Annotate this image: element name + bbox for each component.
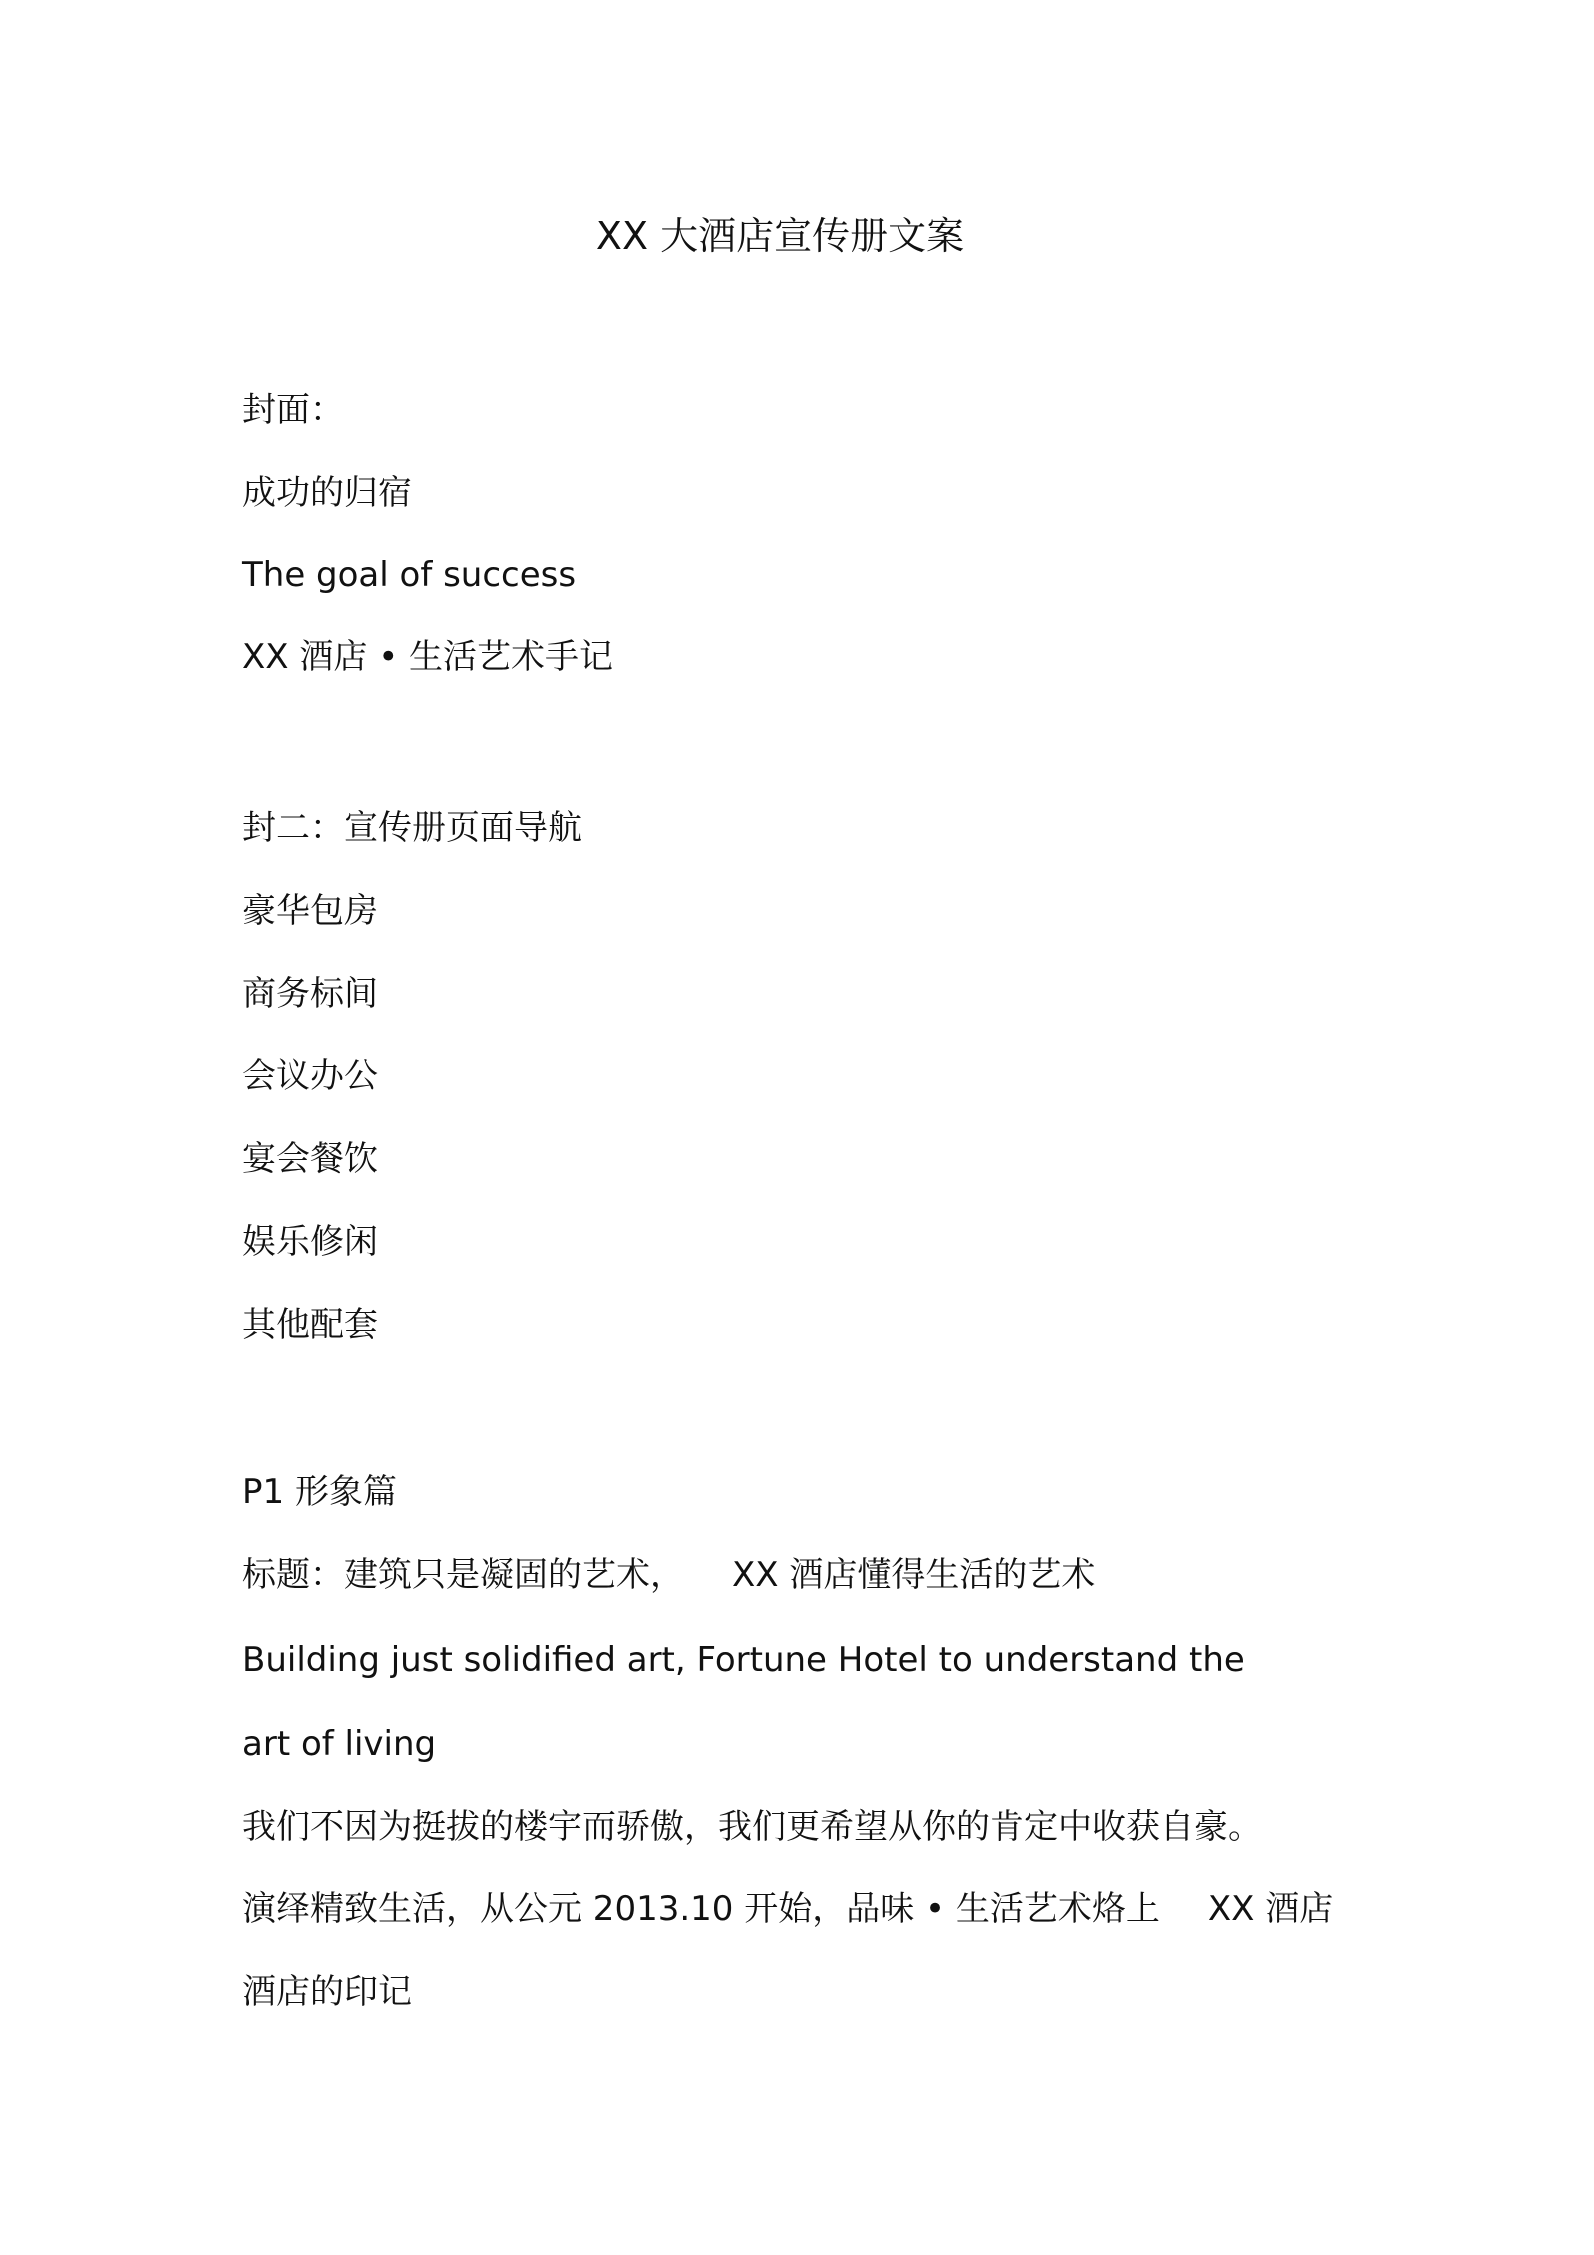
p1-headline-part2: XX 酒店懂得生活的艺术 bbox=[732, 1555, 1096, 1595]
p1-headline bbox=[242, 1555, 1095, 1595]
document-title: XX 大酒店宣传册文案 bbox=[595, 214, 965, 258]
nav-item: 娱乐修闲 bbox=[242, 1222, 378, 1262]
nav-item: 其他配套 bbox=[242, 1305, 378, 1345]
p1-heading: P1 形象篇 bbox=[242, 1472, 397, 1512]
p1-body-line2-part1: 演绎精致生活，从公元 2013.10 开始，品味 • 生活艺术烙上 bbox=[242, 1889, 1160, 1929]
p1-headline-part1: 标题：建筑只是凝固的艺术， bbox=[242, 1555, 684, 1595]
nav-item: 豪华包房 bbox=[242, 891, 378, 931]
inside-cover-heading: 封二：宣传册页面导航 bbox=[242, 808, 582, 848]
nav-item: 会议办公 bbox=[242, 1056, 378, 1096]
p1-english-line2: art of living bbox=[242, 1724, 437, 1764]
p1-body-line3: 酒店的印记 bbox=[242, 1972, 412, 2012]
nav-item: 商务标间 bbox=[242, 974, 378, 1014]
p1-body-line2-part2: XX 酒店 bbox=[1207, 1889, 1334, 1929]
cover-slogan-cn: 成功的归宿 bbox=[242, 473, 412, 513]
p1-body-line2 bbox=[242, 1889, 1333, 1929]
cover-slogan-en: The goal of success bbox=[242, 555, 577, 595]
nav-item: 宴会餐饮 bbox=[242, 1139, 378, 1179]
p1-english-line1: Building just solidified art, Fortune Hotel to understand the bbox=[242, 1640, 1245, 1680]
cover-brand-line: XX 酒店 • 生活艺术手记 bbox=[242, 637, 614, 677]
p1-body-line1: 我们不因为挺拔的楼宇而骄傲，我们更希望从你的肯定中收获自豪。 bbox=[242, 1807, 1262, 1847]
cover-heading: 封面： bbox=[242, 390, 344, 430]
